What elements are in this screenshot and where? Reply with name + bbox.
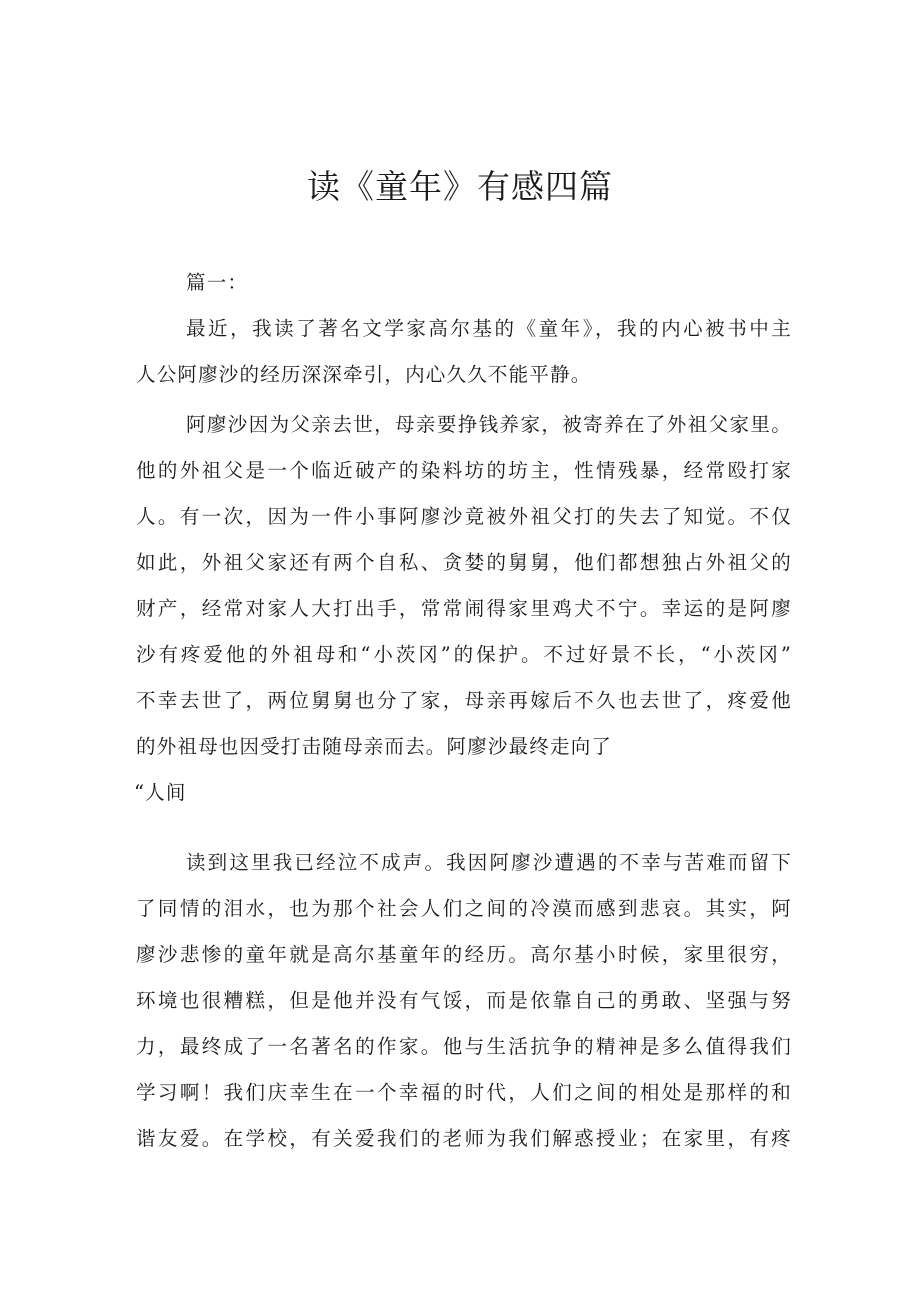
paragraph-line: 环境也很糟糕，但是他并没有气馁，而是依靠自己的勇敢、坚强与努	[136, 989, 792, 1012]
paragraph-3	[136, 840, 792, 1162]
paragraph-line: “人间	[134, 781, 187, 804]
paragraph-line: 不幸去世了，两位舅舅也分了家，母亲再嫁后不久也去世了，疼爱他	[136, 689, 792, 712]
paragraph-line: 读到这里我已经泣不成声。我因阿廖沙遭遇的不幸与苦难而留下	[186, 851, 792, 874]
paragraph-1	[136, 306, 792, 398]
paragraph-line: 的外祖母也因受打击随母亲而去。阿廖沙最终走向了	[136, 735, 613, 758]
paragraph-line: 人公阿廖沙的经历深深牵引，内心久久不能平静。	[136, 363, 592, 386]
paragraph-line: 廖沙悲惨的童年就是高尔基童年的经历。高尔基小时候，家里很穷，	[136, 943, 792, 966]
paragraph-line: 了同情的泪水，也为那个社会人们之间的冷漠而感到悲哀。其实，阿	[136, 897, 792, 920]
paragraph-line: 他的外祖父是一个临近破产的染料坊的坊主，性情残暴，经常殴打家	[136, 459, 792, 482]
section-label: 篇一：	[186, 271, 249, 294]
paragraph-line: 人。有一次，因为一件小事阿廖沙竟被外祖父打的失去了知觉。不仅	[136, 505, 792, 528]
paragraph-line: 最近，我读了著名文学家高尔基的《童年》，我的内心被书中主	[186, 317, 792, 340]
paragraph-line: 谐友爱。在学校，有关爱我们的老师为我们解惑授业；在家里，有疼	[136, 1127, 792, 1150]
paragraph-line: 财产，经常对家人大打出手，常常闹得家里鸡犬不宁。幸运的是阿廖	[136, 597, 792, 620]
paragraph-line: 沙有疼爱他的外祖母和“小茨冈”的保护。不过好景不长，“小茨冈”	[136, 643, 792, 666]
paragraph-line: 如此，外祖父家还有两个自私、贪婪的舅舅，他们都想独占外祖父的	[136, 551, 792, 574]
paragraph-line: 力，最终成了一名著名的作家。他与生活抗争的精神是多么值得我们	[136, 1035, 792, 1058]
paragraph-line: 学习啊！我们庆幸生在一个幸福的时代，人们之间的相处是那样的和	[136, 1081, 792, 1104]
document-title: 读《童年》有感四篇	[307, 167, 613, 206]
paragraph-2	[136, 402, 792, 816]
paragraph-line: 阿廖沙因为父亲去世，母亲要挣钱养家，被寄养在了外祖父家里。	[186, 413, 792, 436]
